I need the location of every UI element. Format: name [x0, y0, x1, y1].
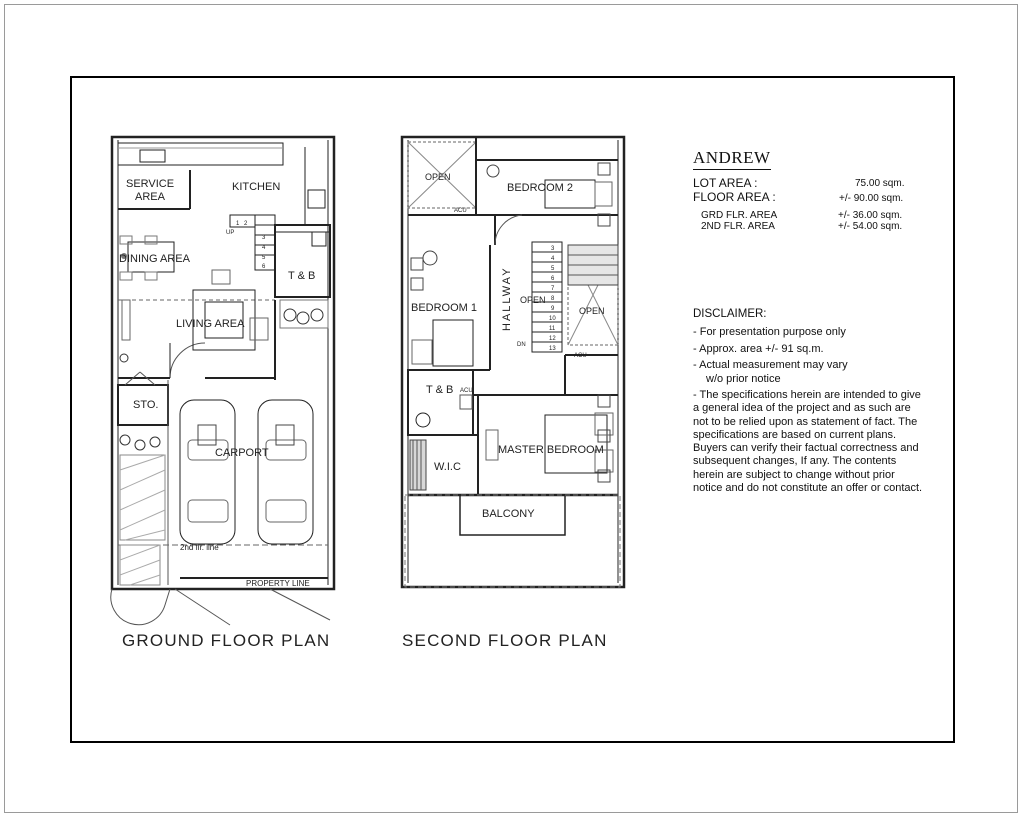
living-sofa-set	[122, 270, 268, 350]
stair-number: 3	[262, 235, 266, 241]
floor-area-row	[693, 190, 925, 204]
ground-floor-walls	[112, 137, 334, 589]
second-flr-area-label: 2ND FLR. AREA	[701, 221, 775, 232]
stair-number: 2	[244, 221, 248, 227]
second-flr-area-value: +/- 54.00 sqm.	[838, 221, 903, 232]
ground-stair-numbers	[236, 221, 266, 270]
room-service-label: SERVICE	[126, 178, 175, 190]
stair-number: 3	[551, 246, 555, 252]
room-ground-tb-label: T & B	[288, 270, 316, 282]
disclaimer-item: - Approx. area +/- 91 sq.m.	[693, 342, 824, 355]
stair-number: 6	[551, 276, 555, 282]
stair-number: 8	[551, 296, 555, 302]
disclaimer-title: DISCLAIMER:	[693, 308, 767, 320]
room-second-tb-label: T & B	[426, 384, 454, 396]
disclaimer-item: - Actual measurement may vary	[693, 359, 848, 371]
room-bedroom-2-label: BEDROOM 2	[507, 182, 574, 194]
grd-flr-area-value: +/- 36.00 sqm.	[838, 210, 903, 221]
stair-number: 9	[551, 306, 555, 312]
project-name: ANDREW	[693, 148, 771, 170]
grd-flr-area-row	[693, 210, 925, 221]
stair-dn-label: DN	[517, 342, 526, 348]
stair-number: 12	[549, 336, 556, 342]
acu-label-1: ACU	[454, 208, 467, 214]
room-carport-label: CARPORT	[215, 447, 269, 459]
project-info-panel	[693, 148, 925, 495]
disclaimer-list	[693, 326, 925, 386]
room-living-label: LIVING AREA	[176, 318, 245, 330]
stair-number: 5	[262, 255, 266, 261]
property-line-label: PROPERTY LINE	[246, 579, 310, 588]
hallway-label: HALLWAY	[501, 266, 513, 331]
second-flr-line-label: 2nd flr. line	[180, 543, 219, 552]
second-floor-plan-title: SECOND FLOOR PLAN	[402, 631, 608, 650]
grd-flr-area-label: GRD FLR. AREA	[701, 210, 778, 221]
second-flr-area-row	[693, 221, 925, 232]
room-wic-label: W.I.C	[434, 461, 461, 473]
acu-label-2: ACU	[574, 353, 587, 359]
stair-number: 4	[551, 256, 555, 262]
stair-number: 5	[551, 266, 555, 272]
lot-area-label: LOT AREA :	[693, 176, 758, 190]
stair-number: 13	[549, 346, 556, 352]
room-bedroom-1-label: BEDROOM 1	[411, 302, 478, 314]
acu-label-3: ACU	[460, 388, 473, 394]
room-open-2-label: OPEN	[520, 295, 546, 305]
room-sto-label: STO.	[133, 399, 159, 411]
stair-number: 6	[262, 264, 266, 270]
stair-number: 1	[236, 221, 240, 227]
room-balcony-label: BALCONY	[482, 508, 535, 520]
floor-area-label: FLOOR AREA :	[693, 190, 776, 204]
ground-floor-plan-title: GROUND FLOOR PLAN	[122, 631, 331, 650]
plant-symbols	[120, 309, 323, 450]
disclaimer-item: w/o prior notice	[706, 372, 781, 385]
floor-area-value: +/- 90.00 sqm.	[839, 193, 904, 204]
stair-up-label: UP	[226, 230, 235, 236]
lot-area-row	[693, 176, 925, 190]
disclaimer-body: - The specifications herein are intended to give a general idea of the project and as such are not to be relied upon as statement of fact. The specifications are based on current plans. Buyers can verify their factual correctness and subsequent changes, If any. The contents herein are subject to change without prior notice and do not constitute an offer or contact.	[693, 389, 923, 495]
stair-number: 7	[551, 286, 555, 292]
stair-number: 10	[549, 316, 556, 322]
disclaimer-item: - For presentation purpose only	[693, 326, 846, 338]
room-service-label-2: AREA	[135, 191, 165, 203]
room-kitchen-label: KITCHEN	[232, 181, 281, 193]
room-dining-label: DINING AREA	[119, 253, 190, 265]
stair-number: 4	[262, 245, 266, 251]
room-open-1-label: OPEN	[425, 172, 451, 182]
room-open-3-label: OPEN	[579, 306, 605, 316]
room-master-bedroom-label: MASTER BEDROOM	[498, 444, 604, 456]
lot-area-value: 75.00 sqm.	[855, 178, 905, 189]
stair-number: 11	[549, 326, 556, 332]
